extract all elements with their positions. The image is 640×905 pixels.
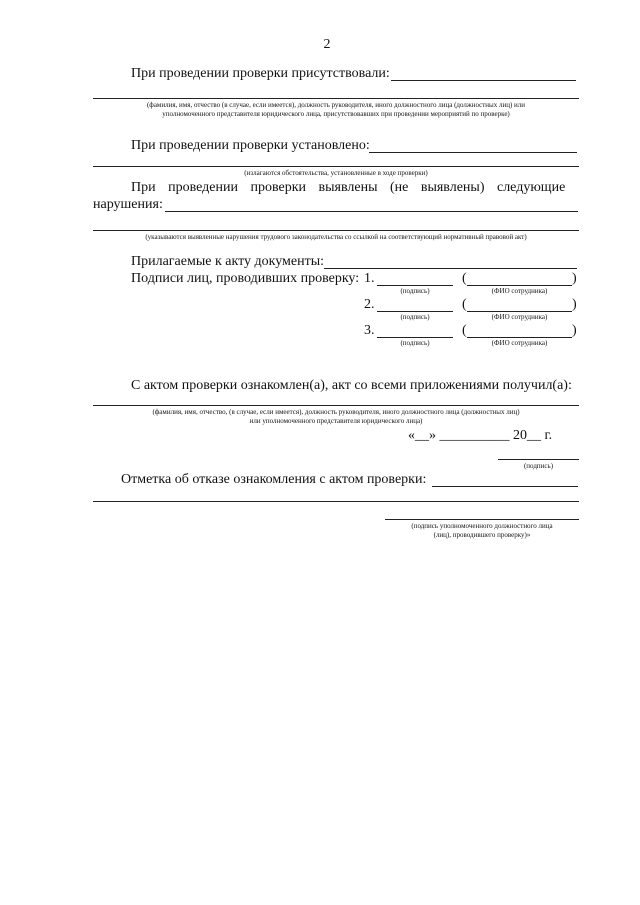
signature-row-3-close-paren: ) [572,323,577,338]
refusal-label: Отметка об отказе ознакомления с актом проверки: [121,472,427,487]
signature-row-3-name-caption: (ФИО сотрудника) [491,339,548,347]
signature-row-2-name-line[interactable] [467,311,572,312]
established-full-line[interactable] [93,166,579,167]
signature-row-3-open-paren: ( [462,323,467,338]
signature-row-3-name-line[interactable] [467,337,572,338]
violations-label-line2: нарушения: [93,197,163,212]
established-caption: (излагаются обстоятельства, установленные в ходе проверки) [244,169,428,177]
signature-row-3-sign-caption: (подпись) [400,339,430,347]
refusal-caption-2: (лиц), проводившего проверку)» [433,531,531,539]
signature-row-1-name-line[interactable] [467,285,572,286]
present-caption-2: уполномоченного представителя юридического лица, присутствовавших при проведении мероприятий по проверке) [162,110,510,118]
violations-caption: (указываются выявленные нарушения трудового законодательства со ссылкой на соответствующий нормативный правовой акт) [145,233,527,241]
signature-row-3-sign-line[interactable] [377,337,453,338]
attachments-label: Прилагаемые к акту документы: [131,254,325,269]
acquainted-label: С актом проверки ознакомлен(а), акт со всеми приложениями получил(а): [131,378,572,393]
signature-row-1-number: 1. [364,271,375,286]
signature-row-1-close-paren: ) [572,271,577,286]
acquainted-date: «__» __________ 20__ г. [408,428,553,443]
signature-row-2-open-paren: ( [462,297,467,312]
present-caption-1: (фамилия, имя, отчество (в случае, если имеется), должность руководителя, иного должностного лица (должностных лиц) или [146,101,526,109]
signature-row-3-number: 3. [364,323,375,338]
signature-row-2-close-paren: ) [572,297,577,312]
acquainted-caption-2: или уполномоченного представителя юридического лица) [249,417,423,425]
violations-full-line[interactable] [93,230,579,231]
acquainted-caption-1: (фамилия, имя, отчество, (в случае, если имеется), должность руководителя, иного должностного лица (должностных лиц) [152,408,520,416]
signature-row-1-sign-caption: (подпись) [400,287,430,295]
signature-row-2-number: 2. [364,297,375,312]
signature-row-2-name-caption: (ФИО сотрудника) [491,313,548,321]
signature-row-1-open-paren: ( [462,271,467,286]
present-full-line[interactable] [93,98,579,99]
signature-row-1-sign-line[interactable] [377,285,453,286]
violations-fill-line[interactable] [165,211,578,212]
refusal-sign-line[interactable] [385,519,579,520]
refusal-fill-line[interactable] [432,486,578,487]
page-number: 2 [323,37,331,52]
violations-label-line1: При проведении проверки выявлены (не выявлены) следующие [131,180,566,195]
acquainted-full-line[interactable] [93,405,579,406]
signatures-label: Подписи лиц, проводивших проверку: [131,271,360,286]
attachments-fill-line[interactable] [324,268,577,269]
present-label: При проведении проверки присутствовали: [131,66,390,81]
present-fill-line[interactable] [391,80,576,81]
refusal-caption-1: (подпись уполномоченного должностного лица [411,522,553,530]
established-fill-line[interactable] [369,152,577,153]
acquainted-sign-caption: (подпись) [523,462,554,470]
signature-row-2-sign-line[interactable] [377,311,453,312]
established-label: При проведении проверки установлено: [131,138,370,153]
signature-row-2-sign-caption: (подпись) [400,313,430,321]
refusal-full-line[interactable] [93,501,579,502]
signature-row-1-name-caption: (ФИО сотрудника) [491,287,548,295]
acquainted-sign-line[interactable] [498,459,579,460]
